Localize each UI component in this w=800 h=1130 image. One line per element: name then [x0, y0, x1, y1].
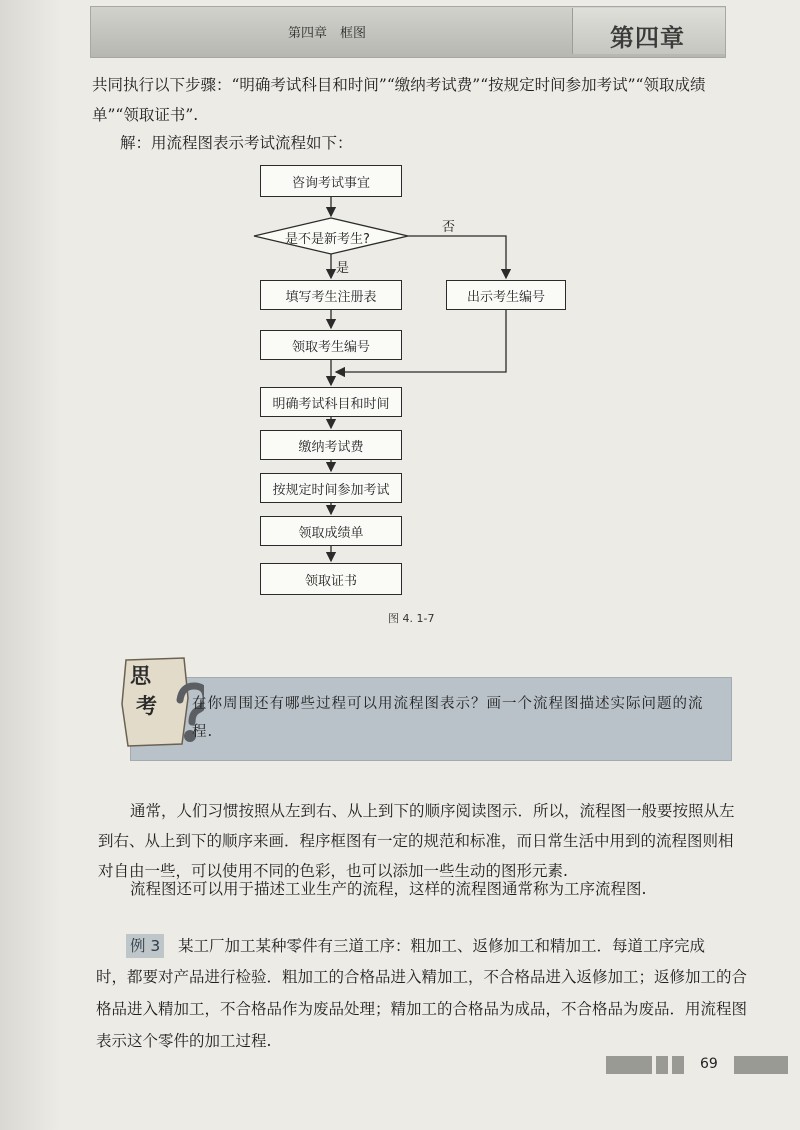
page-number: 69: [700, 1056, 718, 1072]
no-label: 否: [442, 220, 456, 235]
footer-block-2: [656, 1056, 668, 1074]
arrow-no: [408, 236, 506, 278]
footer-block-4: [734, 1056, 788, 1074]
flow-step-start: 咨询考试事宜: [260, 165, 402, 197]
paragraph-steps: 共同执行以下步骤：“明确考试科目和时间”“缴纳考试费”“按规定时间参加考试”“领取成绩单”“领取证书”.: [92, 76, 706, 124]
paragraph-solution: 解：用流程图表示考试流程如下：: [120, 134, 353, 152]
paragraph-reading-order: 通常，人们习惯按照从左到右、从上到下的顺序阅读图示．所以，流程图一般要按照从左到右、从上到下的顺序来画．程序框图有一定的规范和标准，而日常生活中用到的流程图则相对自由一些，可以使用不同的色彩，也可以添加一些生动的图形元素.: [98, 802, 735, 880]
flow-step-take-exam: 按规定时间参加考试: [260, 473, 402, 503]
flow-step-show-number: 出示考生编号: [446, 280, 566, 310]
example-body: 时，都要对产品进行检验．粗加工的合格品进入精加工，不合格品进入返修加工；返修加工的合格品进入精加工，不合格品作为废品处理；精加工的合格品为成品，不合格品为废品．用流程图表示这个零件的加工过程.: [96, 968, 748, 1050]
example-first-line: 某工厂加工某种零件有三道工序：粗加工、返修加工和精加工．每道工序完成: [178, 937, 706, 955]
header-chapter-title: 第四章 框图: [288, 26, 367, 41]
flow-step-get-number: 领取考生编号: [260, 330, 402, 360]
chapter-tab-label: 第四章: [610, 24, 685, 52]
flow-step-get-transcript: 领取成绩单: [260, 516, 402, 546]
flow-step-get-certificate: 领取证书: [260, 563, 402, 595]
example-label: 例 3: [126, 934, 164, 958]
flow-step-pay-fee: 缴纳考试费: [260, 430, 402, 460]
paragraph-process-chart: 流程图还可以用于描述工业生产的流程，这样的流程图通常称为工序流程图.: [130, 880, 647, 898]
flow-step-clarify-subjects: 明确考试科目和时间: [260, 387, 402, 417]
yes-label: 是: [336, 261, 350, 276]
figure-caption: 图 4. 1-7: [388, 612, 435, 625]
flow-step-register: 填写考生注册表: [260, 280, 402, 310]
decision-label: 是不是新考生?: [285, 232, 370, 247]
footer-block-1: [606, 1056, 652, 1074]
footer-block-3: [672, 1056, 684, 1074]
think-badge-char-2: 考: [136, 694, 157, 718]
think-badge-char-1: 思: [130, 664, 151, 688]
think-question: 在你周围还有哪些过程可以用流程图表示？画一个流程图描述实际问题的流程.: [192, 696, 704, 740]
